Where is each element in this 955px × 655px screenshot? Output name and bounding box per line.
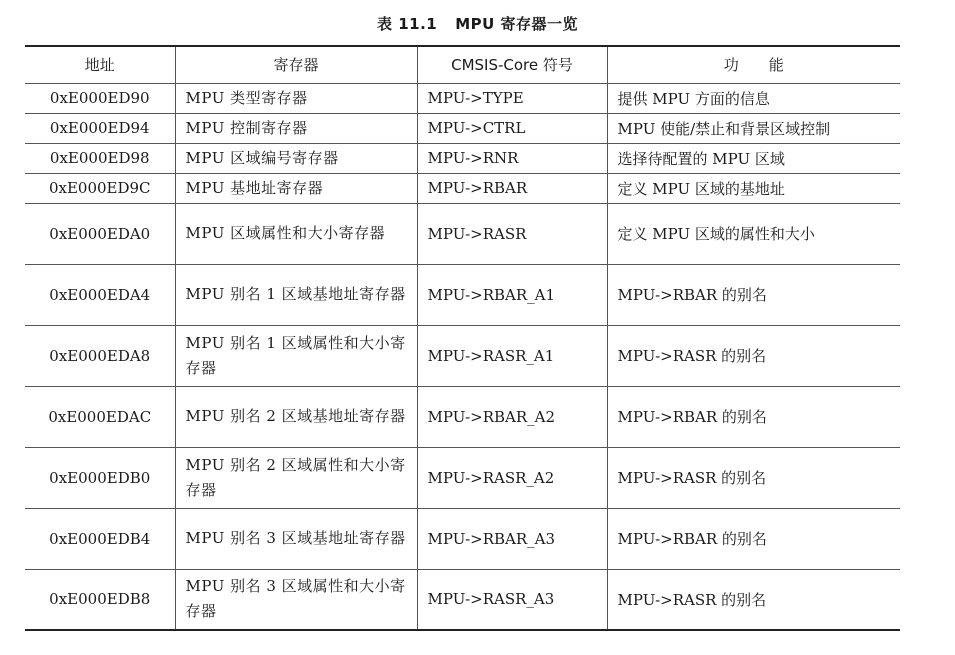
function-cell: MPU->RASR 的别名 [607,325,900,386]
table-row [25,173,900,203]
address-cell: 0xE000EDA8 [25,325,175,386]
symbol-cell: MPU->CTRL [417,113,607,143]
table-row [25,264,900,325]
address-cell: 0xE000ED90 [25,83,175,113]
address-cell: 0xE000ED9C [25,173,175,203]
header-address: 地址 [25,46,175,83]
header-cmsis-symbol: CMSIS-Core 符号 [417,46,607,83]
function-cell: MPU->RASR 的别名 [607,447,900,508]
address-cell: 0xE000ED98 [25,143,175,173]
symbol-cell: MPU->RBAR_A2 [417,386,607,447]
mpu-register-table [25,45,900,631]
function-cell: MPU->RBAR 的别名 [607,264,900,325]
address-cell: 0xE000EDB8 [25,569,175,630]
symbol-cell: MPU->RBAR_A3 [417,508,607,569]
symbol-cell: MPU->RASR [417,203,607,264]
address-cell: 0xE000EDB4 [25,508,175,569]
symbol-cell: MPU->RBAR [417,173,607,203]
register-cell: MPU 控制寄存器 [175,113,417,143]
symbol-cell: MPU->TYPE [417,83,607,113]
table-row [25,447,900,508]
symbol-cell: MPU->RASR_A3 [417,569,607,630]
table-header-row [25,46,900,83]
symbol-cell: MPU->RNR [417,143,607,173]
register-cell: MPU 别名 1 区域属性和大小寄存器 [175,325,417,386]
function-cell: MPU 使能/禁止和背景区域控制 [607,113,900,143]
table-row [25,569,900,630]
address-cell: 0xE000EDA4 [25,264,175,325]
function-cell: 提供 MPU 方面的信息 [607,83,900,113]
table-row [25,203,900,264]
symbol-cell: MPU->RBAR_A1 [417,264,607,325]
table-title: MPU 寄存器一览 [455,15,579,33]
symbol-cell: MPU->RASR_A2 [417,447,607,508]
table-row [25,113,900,143]
function-cell: MPU->RBAR 的别名 [607,386,900,447]
header-register: 寄存器 [175,46,417,83]
register-cell: MPU 别名 3 区域基地址寄存器 [175,508,417,569]
table-row [25,83,900,113]
symbol-cell: MPU->RASR_A1 [417,325,607,386]
address-cell: 0xE000EDAC [25,386,175,447]
table-caption [0,13,955,34]
register-cell: MPU 别名 2 区域属性和大小寄存器 [175,447,417,508]
function-cell: 选择待配置的 MPU 区域 [607,143,900,173]
register-cell: MPU 基地址寄存器 [175,173,417,203]
function-cell: MPU->RBAR 的别名 [607,508,900,569]
address-cell: 0xE000ED94 [25,113,175,143]
table-row [25,325,900,386]
register-cell: MPU 别名 2 区域基地址寄存器 [175,386,417,447]
register-cell: MPU 区域编号寄存器 [175,143,417,173]
register-cell: MPU 类型寄存器 [175,83,417,113]
function-cell: MPU->RASR 的别名 [607,569,900,630]
register-cell: MPU 别名 1 区域基地址寄存器 [175,264,417,325]
table-number: 表 11.1 [376,15,438,33]
function-cell: 定义 MPU 区域的属性和大小 [607,203,900,264]
table-row [25,386,900,447]
table-row [25,508,900,569]
header-function: 功 能 [607,46,900,83]
address-cell: 0xE000EDB0 [25,447,175,508]
table-row [25,143,900,173]
function-cell: 定义 MPU 区域的基地址 [607,173,900,203]
register-cell: MPU 区域属性和大小寄存器 [175,203,417,264]
address-cell: 0xE000EDA0 [25,203,175,264]
register-cell: MPU 别名 3 区域属性和大小寄存器 [175,569,417,630]
